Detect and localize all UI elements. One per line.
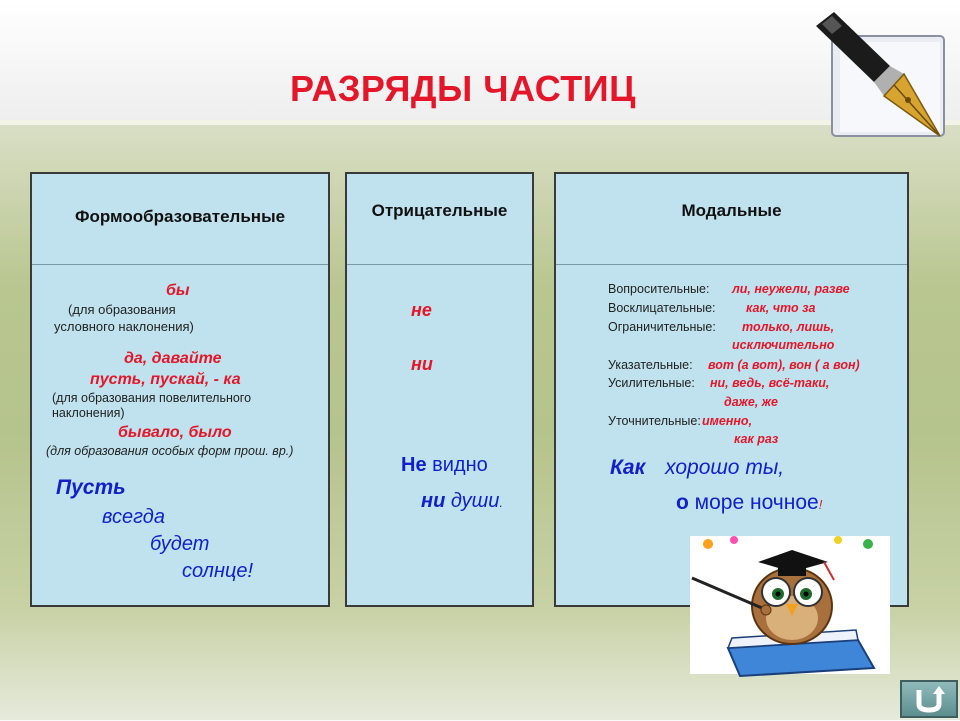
modal-row-words: ни, ведь, всё-таки,: [710, 376, 830, 390]
example-line-3: будет: [150, 533, 210, 555]
modal-row-label: Ограничительные:: [608, 320, 716, 334]
modal-row-words: только, лишь,: [742, 320, 835, 334]
imperative-note-2: наклонения): [52, 406, 125, 420]
modal-example-1: [610, 456, 784, 480]
modal-row: [608, 301, 816, 315]
negative-column: [345, 172, 534, 607]
modal-row-words: ли, неужели, разве: [732, 282, 850, 296]
modal-row-label: Усилительные:: [608, 376, 695, 390]
negative-example-2-bold: ни: [421, 490, 446, 512]
by-note-2: условного наклонения): [54, 319, 194, 334]
negative-example-1: [401, 454, 488, 477]
formative-header-label: Формообразовательные: [74, 207, 286, 226]
modal-row-words: именно,: [702, 414, 753, 428]
modal-row-words: вот (а вот), вон ( а вон): [708, 358, 860, 372]
modal-example-2-rest: море ночное: [688, 491, 819, 514]
modal-row: [608, 414, 753, 428]
negative-example-2-dot: .: [499, 495, 504, 510]
modal-row-words: исключительно: [732, 338, 835, 352]
modal-example-2-mark: !: [818, 497, 823, 512]
modal-row: [608, 320, 835, 334]
example-line-1: Пусть: [56, 476, 126, 499]
back-button[interactable]: [900, 680, 958, 718]
modal-example-2-bold: о: [676, 491, 689, 514]
slide-title: РАЗРЯДЫ ЧАСТИЦ: [290, 68, 636, 109]
example-line-4: солнце!: [182, 560, 254, 582]
modal-row: [608, 376, 830, 390]
particle-by: бы: [166, 282, 190, 299]
modal-row-words: даже, же: [724, 395, 778, 409]
modal-header-label: Модальные: [681, 201, 782, 220]
modal-example-2: [676, 491, 822, 515]
modal-header: [556, 174, 907, 265]
modal-example-1-bold: Как: [610, 456, 646, 479]
modal-row-label: Восклицательные:: [608, 301, 716, 315]
imperative-note-1: (для образования повелительного: [52, 391, 252, 405]
negative-header-label: Отрицательные: [371, 201, 508, 220]
modal-row-label: Уточнительные:: [608, 414, 701, 428]
example-line-2: всегда: [102, 506, 165, 528]
particle-ni: ни: [411, 354, 433, 374]
modal-row-label: Вопросительные:: [608, 282, 710, 296]
past-particles: бывало, было: [118, 424, 232, 441]
negative-example-2: [421, 490, 503, 513]
negative-example-2-rest: души: [445, 490, 500, 512]
particle-ne: не: [411, 300, 432, 320]
imperative-particles-2: пусть, пускай, - ка: [90, 371, 241, 388]
owl-teacher-icon: [688, 528, 892, 678]
modal-example-1-rest: хорошо ты,: [665, 456, 785, 479]
imperative-particles-1: да, давайте: [124, 350, 222, 367]
past-note: (для образования особых форм прош. вр.): [46, 444, 294, 458]
modal-row: [608, 358, 860, 372]
modal-row-words: как, что за: [746, 301, 816, 315]
formative-column: [30, 172, 330, 607]
formative-header: [32, 174, 328, 265]
return-arrow-icon: [902, 682, 956, 716]
by-note-1: (для образования: [68, 302, 176, 317]
modal-row-words: как раз: [734, 432, 779, 446]
negative-header: [347, 174, 532, 265]
fountain-pen-icon: [812, 8, 952, 148]
modal-row-label: Указательные:: [608, 358, 693, 372]
modal-row: [608, 282, 850, 296]
negative-example-1-bold: Не: [401, 454, 427, 476]
negative-example-1-rest: видно: [426, 454, 488, 476]
